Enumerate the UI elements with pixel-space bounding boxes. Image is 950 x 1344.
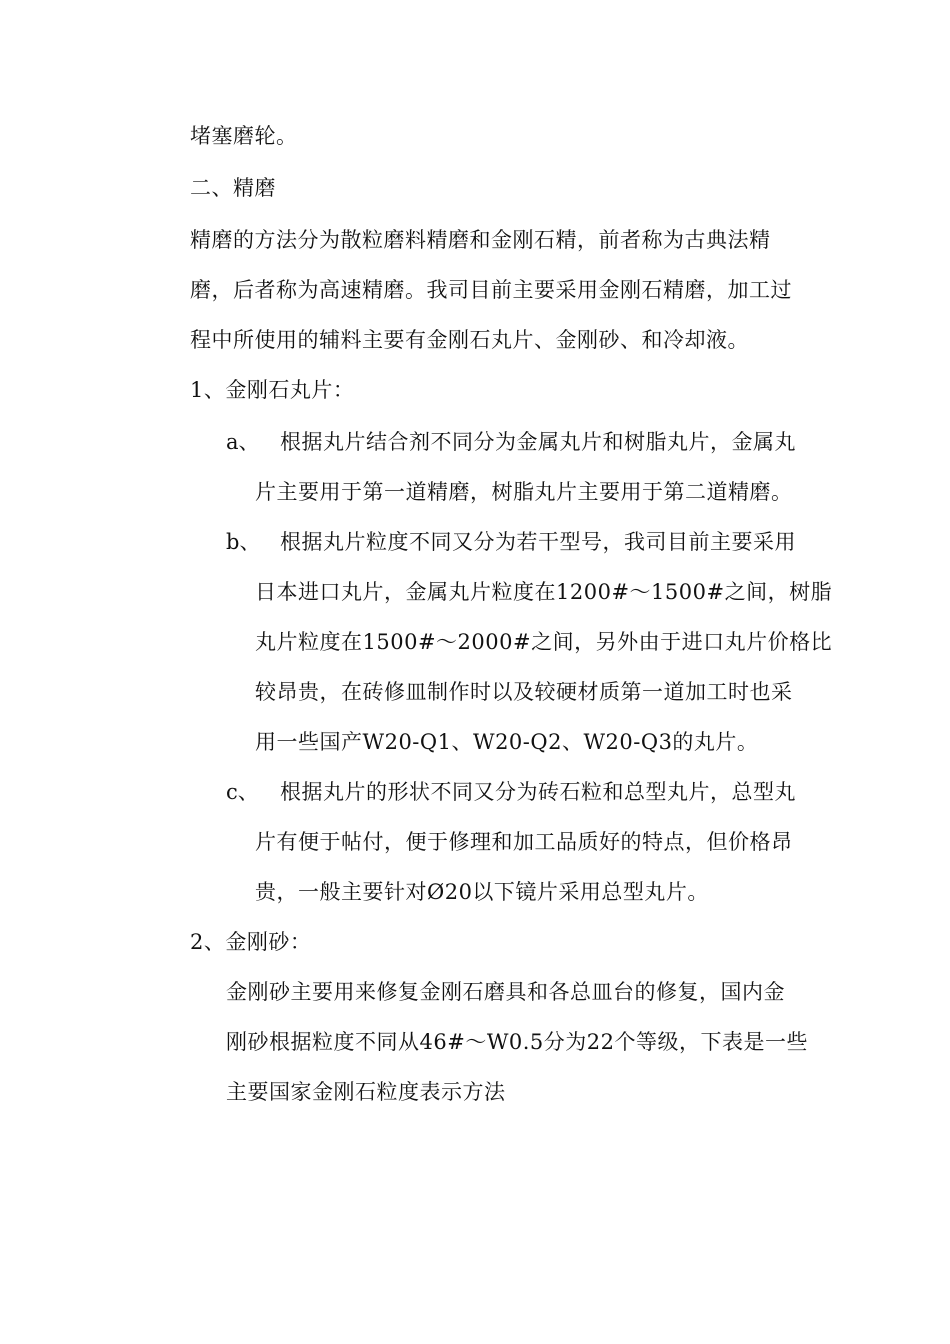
subitem-line: 根据丸片结合剂不同分为金属丸片和树脂丸片，金属丸 (280, 430, 796, 454)
subitem-line: 较昂贵，在砖修皿制作时以及较硬材质第一道加工时也采 (255, 680, 793, 704)
item2-heading: 2、金刚砂： (190, 930, 312, 954)
subitem-line: 片有便于帖付，便于修理和加工品质好的特点，但价格昂 (255, 830, 793, 854)
subitem-line: 片主要用于第一道精磨，树脂丸片主要用于第二道精磨。 (255, 480, 793, 504)
item1-heading: 1、金刚石丸片： (190, 378, 355, 402)
section-heading: 二、精磨 (190, 176, 276, 200)
subitem-line: 贵，一般主要针对Ø20以下镜片采用总型丸片。 (255, 880, 709, 904)
intro-line: 精磨的方法分为散粒磨料精磨和金刚石精，前者称为古典法精 (190, 228, 771, 252)
subitem-marker: c、 (226, 780, 259, 804)
item2-line: 主要国家金刚石粒度表示方法 (226, 1080, 506, 1104)
subitem-marker: b、 (226, 530, 261, 554)
subitem-line: 用一些国产W20-Q1、W20-Q2、W20-Q3的丸片。 (255, 730, 759, 754)
subitem-line: 丸片粒度在1500#～2000#之间，另外由于进口丸片价格比 (255, 630, 833, 654)
subitem-line: 根据丸片粒度不同又分为若干型号，我司目前主要采用 (280, 530, 796, 554)
item2-line: 刚砂根据粒度不同从46#～W0.5分为22个等级，下表是一些 (226, 1030, 809, 1054)
subitem-line: 日本进口丸片，金属丸片粒度在1200#～1500#之间，树脂 (255, 580, 833, 604)
subitem-line: 根据丸片的形状不同又分为砖石粒和总型丸片，总型丸 (280, 780, 796, 804)
intro-line: 磨，后者称为高速精磨。我司目前主要采用金刚石精磨，加工过 (190, 278, 792, 302)
intro-line: 程中所使用的辅料主要有金刚石丸片、金刚砂、和冷却液。 (190, 328, 749, 352)
item2-line: 金刚砂主要用来修复金刚石磨具和各总皿台的修复，国内金 (226, 980, 785, 1004)
continuation-text: 堵塞磨轮。 (190, 124, 298, 148)
subitem-marker: a、 (226, 430, 260, 454)
